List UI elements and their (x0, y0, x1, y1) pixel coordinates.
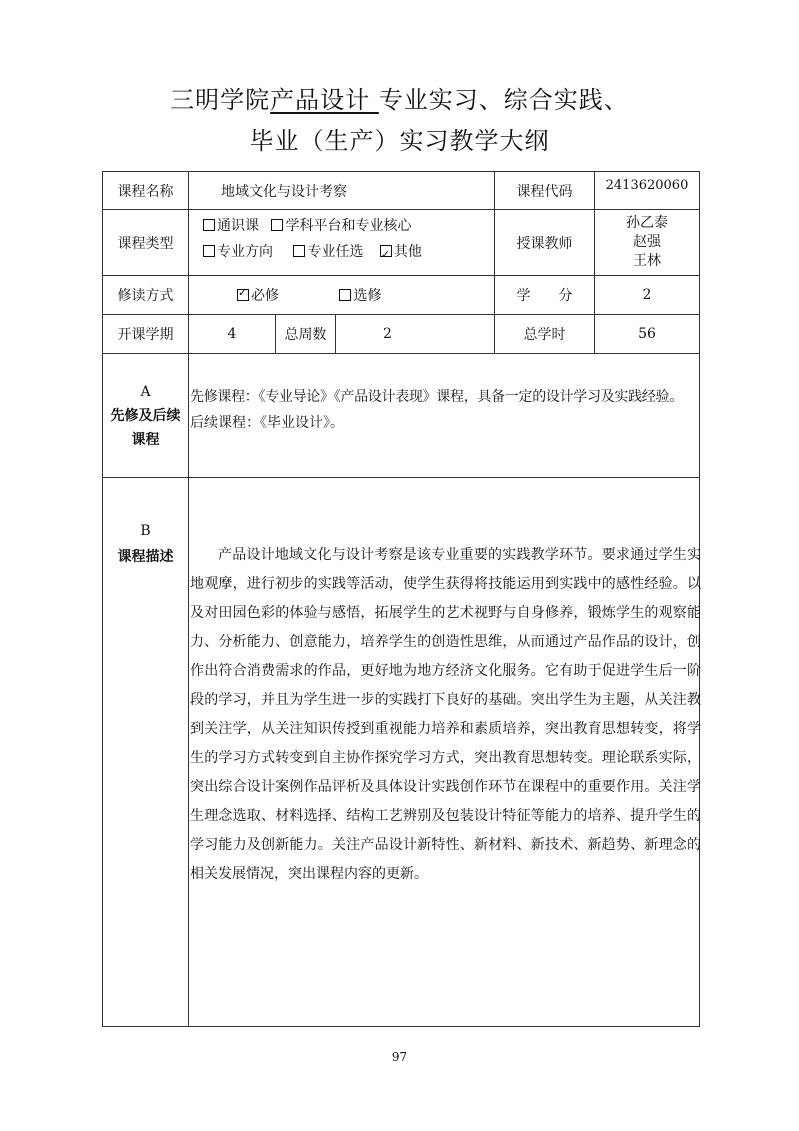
section-a-title-2: 课程 (131, 431, 160, 448)
teacher-3: 王林 (633, 253, 661, 269)
teacher-2: 赵强 (633, 234, 661, 250)
checkbox-general[interactable] (203, 219, 215, 231)
study-mode-label: 修读方式 (103, 276, 189, 315)
hours-value: 56 (595, 315, 700, 354)
option-core[interactable]: 学科平台和专业核心 (271, 218, 411, 234)
document-title-line1 (0, 80, 799, 115)
page-number: 97 (391, 1050, 408, 1064)
teacher-list (595, 210, 700, 276)
title-prefix: 三明学院 (170, 86, 271, 114)
prerequisite-courses: 先修课程：《专业导论》《产品设计表现》课程，具备一定的设计学习及实践经验。 (190, 388, 683, 405)
credit-value: 2 (595, 276, 700, 315)
course-name-label: 课程名称 (103, 172, 189, 210)
teacher-label: 授课教师 (495, 210, 595, 276)
course-name-value: 地域文化与设计考察 (189, 172, 495, 210)
followup-courses: 后续课程：《毕业设计》。 (190, 414, 344, 431)
row-study-mode (103, 276, 700, 315)
option-required[interactable]: ✓ 必修 (237, 288, 279, 304)
course-description: 产品设计地域文化与设计考察是该专业重要的实践教学环节。要求通过学生实地观摩，进行初步的实践等活动，使学生获得将技能运用到实践中的感性经验。以及对田园色彩的体验与感悟，拓展学生的艺术视野与自身修养，锻炼学生的观察能力、分析能力、创意能力，培养学生的创造性思维，从而通过产品作品的设计，创作出符合消费需求的作品，更好地为地方经济文化服务。它有助于促进学生后一阶段的学习，并且为学生进一步的实践打下良好的基础。突出学生为主题，从关注教到关注学，从关注知识传授到重视能力培养和素质培养，突出教育思想转变，将学生的学习方式转变到自主协作探究学习方式，突出教育思想转变。理论联系实际，突出综合设计案例作品评析及具体设计实践创作环节在课程中的重要作用。关注学生理念选取、材料选择、结构工艺辨别及包装设计特征等能力的培养、提升学生的学习能力及创新能力。关注产品设计新特性、新材料、新技术、新趋势、新理念的相关发展情况，突出课程内容的更新。 (190, 547, 701, 882)
title-major: 产品设计 (270, 86, 379, 114)
course-type-options (189, 210, 495, 276)
hours-label: 总学时 (495, 315, 595, 354)
checkbox-required[interactable] (237, 289, 249, 301)
course-type-row2 (203, 239, 494, 265)
credit-label: 学 分 (495, 276, 595, 315)
section-a-letter: A (140, 383, 151, 400)
option-general[interactable]: 通识课 (203, 218, 259, 234)
section-b-content (189, 478, 700, 1027)
syllabus-table (102, 171, 700, 1027)
document-title-line2: 毕业（生产）实习教学大纲 (249, 127, 550, 155)
semester-label: 开课学期 (103, 315, 189, 354)
row-section-b (103, 478, 700, 1027)
checkbox-core[interactable] (271, 219, 283, 231)
section-a-title-1: 先修及后续 (110, 407, 181, 424)
title-suffix: 专业实习、综合实践、 (378, 86, 629, 114)
option-optional[interactable]: 选修 (339, 288, 381, 304)
option-direction[interactable]: 专业方向 (203, 244, 273, 260)
study-mode-options (189, 276, 495, 315)
row-semester (103, 315, 700, 354)
course-type-label: 课程类型 (103, 210, 189, 276)
course-code-label: 课程代码 (495, 172, 595, 210)
row-course-name (103, 172, 700, 210)
row-section-a (103, 354, 700, 478)
checkbox-direction[interactable] (203, 245, 215, 257)
option-other[interactable]: ✓ 其他 (380, 244, 422, 260)
semester-value: 4 (189, 315, 276, 354)
checkbox-elective[interactable] (293, 245, 305, 257)
section-a-content (189, 354, 700, 478)
section-b-title: 课程描述 (117, 549, 174, 565)
checkbox-optional[interactable] (339, 289, 351, 301)
course-type-row1 (203, 213, 494, 239)
checkbox-other[interactable] (380, 245, 392, 257)
weeks-value: 2 (336, 315, 495, 354)
row-course-type (103, 210, 700, 276)
option-elective[interactable]: 专业任选 (293, 244, 363, 260)
course-code-value: 2413620060 (595, 172, 700, 210)
weeks-label: 总周数 (276, 315, 336, 354)
section-b-letter: B (140, 523, 151, 539)
teacher-1: 孙乙泰 (626, 215, 668, 231)
section-b-label (103, 478, 189, 1027)
section-a-label (103, 354, 189, 478)
